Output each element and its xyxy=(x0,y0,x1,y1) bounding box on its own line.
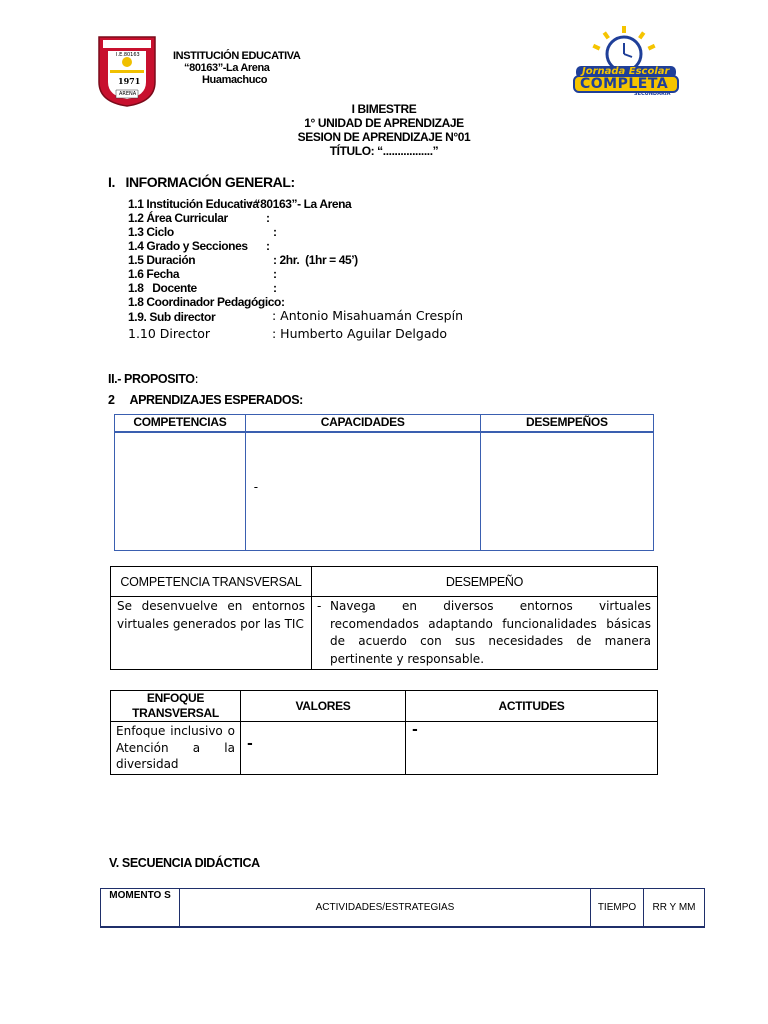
cell-actitudes xyxy=(406,722,658,775)
section-aprendizajes-esperados: 2 APRENDIZAJES ESPERADOS: xyxy=(108,393,303,407)
crest-bottom-text: ARENA xyxy=(119,91,137,97)
section-informacion-general: I. INFORMACIÓN GENERAL: xyxy=(108,174,295,190)
info-value-director: : Humberto Aguilar Delgado xyxy=(272,326,448,341)
logo-text-completa: COMPLETA xyxy=(580,76,669,92)
header-desempeno: DESEMPEÑO xyxy=(312,567,658,597)
header-valores: VALORES xyxy=(241,691,406,722)
info-value-area: : xyxy=(266,211,270,225)
logo-text-secundaria: SECUNDARIA xyxy=(634,91,671,97)
secuencia-didactica-table xyxy=(100,888,705,928)
info-label-grado: 1.4 Grado y Secciones xyxy=(128,239,248,253)
info-label-ciclo: 1.3 Ciclo xyxy=(128,225,174,239)
cell-valores xyxy=(241,722,406,775)
cell-capacidades xyxy=(245,432,480,551)
info-label-docente: 1.8 Docente xyxy=(128,281,197,295)
header-actividades: ACTIVIDADES/ESTRATEGIAS xyxy=(180,889,591,927)
title-bimestre: I BIMESTRE xyxy=(351,102,417,116)
valores-dash: - xyxy=(247,736,253,752)
enfoque-transversal-table xyxy=(110,690,658,775)
actitudes-dash: - xyxy=(412,722,418,738)
proposito-label: II.- PROPOSITO xyxy=(108,372,195,386)
info-label-institucion: 1.1 Institución Educativa xyxy=(128,197,259,211)
info-label-coordinador: 1.8 Coordinador Pedagógico: xyxy=(128,295,285,309)
cell-desempenos xyxy=(480,432,653,551)
logo-text-jornada: Jornada Escolar xyxy=(582,66,670,77)
header-enfoque-transversal: ENFOQUE TRANSVERSAL xyxy=(111,691,241,722)
title-unidad: 1° UNIDAD DE APRENDIZAJE xyxy=(304,116,464,130)
info-value-institucion: : “80163”- La Arena xyxy=(248,197,352,211)
school-crest-logo xyxy=(96,34,158,108)
info-label-director: 1.10 Director xyxy=(128,326,211,341)
cell-competencias xyxy=(115,432,246,551)
info-label-area: 1.2 Área Curricular xyxy=(128,211,228,225)
header-rr-mm: RR Y MM xyxy=(644,889,705,927)
school-name: INSTITUCIÓN EDUCATIVA xyxy=(173,50,301,62)
proposito-colon: : xyxy=(194,371,199,386)
header-tiempo: TIEMPO xyxy=(591,889,644,927)
capacidades-dash: - xyxy=(253,479,259,494)
section-secuencia-didactica: V. SECUENCIA DIDÁCTICA xyxy=(109,856,260,870)
header-desempenos: DESEMPEÑOS xyxy=(480,415,653,432)
info-label-fecha: 1.6 Fecha xyxy=(128,267,180,281)
header-momentos: MOMENTO S xyxy=(101,889,180,927)
header-competencias: COMPETENCIAS xyxy=(115,415,246,432)
competencias-table xyxy=(114,414,654,551)
crest-year: 1971 xyxy=(118,76,141,86)
section-proposito xyxy=(108,370,199,388)
info-value-fecha: : xyxy=(273,267,277,281)
info-value-duracion: : 2hr. (1hr = 45’) xyxy=(273,253,358,267)
jornada-escolar-logo xyxy=(570,26,682,100)
info-label-subdirector: 1.9. Sub director xyxy=(128,310,216,324)
info-value-subdirector: : Antonio Misahuamán Crespín xyxy=(272,308,464,323)
header-actitudes: ACTITUDES xyxy=(406,691,658,722)
title-titulo: TÍTULO: “.................” xyxy=(329,144,439,158)
school-city: Huamachuco xyxy=(202,74,268,86)
header-competencia-transversal: COMPETENCIA TRANSVERSAL xyxy=(111,567,312,597)
cell-enfoque: Enfoque inclusivo o Atención a la diversidad xyxy=(111,722,241,775)
cell-desempeno-transversal xyxy=(312,597,658,670)
info-value-ciclo: : xyxy=(273,225,277,239)
info-value-docente: : xyxy=(273,281,277,295)
desempeno-dash: - xyxy=(317,599,322,613)
school-code: “80163”-La Arena xyxy=(184,62,270,74)
info-value-grado: : xyxy=(266,239,270,253)
header-capacidades: CAPACIDADES xyxy=(245,415,480,432)
title-sesion: SESION DE APRENDIZAJE N°01 xyxy=(297,130,471,144)
desempeno-text: Navega en diversos entornos virtuales recomendados adaptando funcionalidades básicas de acuerdo con sus necesidades de manera pertinente y responsable. xyxy=(330,599,651,666)
competencia-transversal-table xyxy=(110,566,658,670)
cell-competencia-transversal: Se desenvuelve en entornos virtuales generados por las TIC xyxy=(111,597,312,670)
info-label-duracion: 1.5 Duración xyxy=(128,253,196,267)
crest-code: I.E.80163 xyxy=(116,52,140,58)
